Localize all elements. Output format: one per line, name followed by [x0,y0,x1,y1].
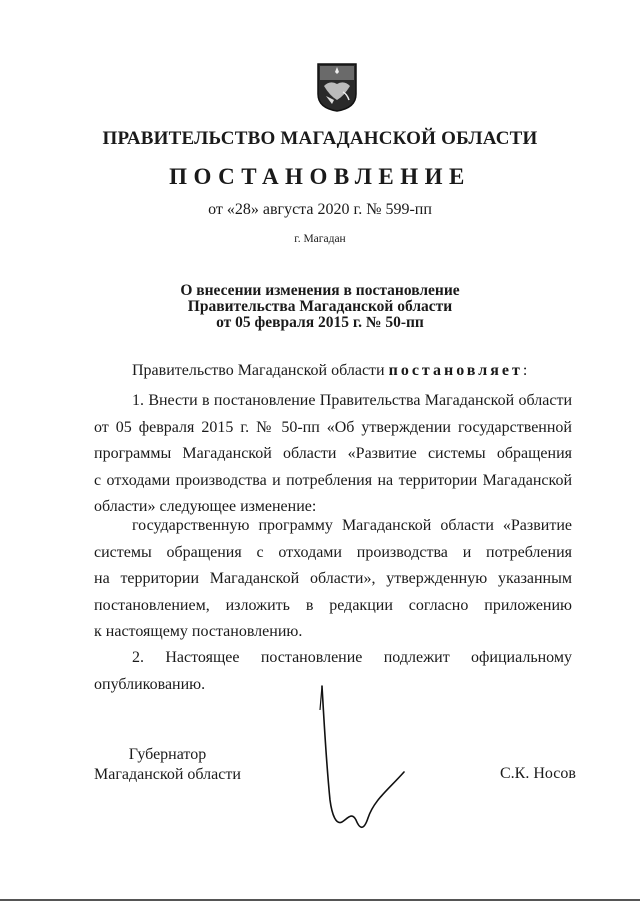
intro-paragraph [94,358,572,385]
document-date-number: от «28» августа 2020 г. № 599-пп [208,201,432,218]
paragraph-line: от 05 февраля 2015 г. № 50-пп «Об утверждении государственной [94,418,572,436]
document-city: г. Магадан [294,233,346,245]
subject-line: О внесении изменения в постановление [180,282,460,299]
paragraph-1 [94,388,572,521]
document-subject [0,283,640,331]
paragraph-line: на территории Магаданской области», утвержденную указанным [94,570,572,587]
paragraph-line: к настоящему постановлению. [94,623,303,640]
handwritten-signature [300,680,430,840]
paragraph-line: опубликованию. [94,675,206,693]
organization-title: ПРАВИТЕЛЬСТВО МАГАДАНСКОЙ ОБЛАСТИ [102,128,538,149]
paragraph-line: государственную программу Магаданской области «Развитие [132,517,572,534]
paragraph-line: 2. Настоящее постановление подлежит официальному [132,649,572,666]
position-region: Магаданской области [94,766,241,783]
paragraph-line: системы обращения с отходами производства и потребления [94,543,572,561]
paragraph-line: 1. Внести в постановление Правительства Магаданской области [132,392,572,409]
paragraph-line: области» следующее изменение: [94,498,317,515]
coat-of-arms-emblem [316,62,358,112]
position-title: Губернатор [128,746,207,763]
subject-line: Правительства Магаданской области [187,298,453,315]
subject-line: от 05 февраля 2015 г. № 50-пп [216,314,424,331]
intro-text: Правительство Магаданской области [132,362,389,379]
intro-decree-word: постановляет [388,362,523,379]
paragraph-line: постановлением, изложить в редакции согласно приложению [94,596,572,614]
paragraph-line: программы Магаданской области «Развитие системы обращения [94,445,572,462]
signatory-position [94,745,241,785]
signatory-name: С.К. Носов [500,765,576,782]
paragraph-1-amendment [94,513,572,646]
intro-colon: : [522,362,528,379]
paragraph-line: с отходами производства и потребления на территории Магаданской [94,471,572,489]
document-type: ПОСТАНОВЛЕНИЕ [169,164,471,189]
page-bottom-border [0,899,640,901]
